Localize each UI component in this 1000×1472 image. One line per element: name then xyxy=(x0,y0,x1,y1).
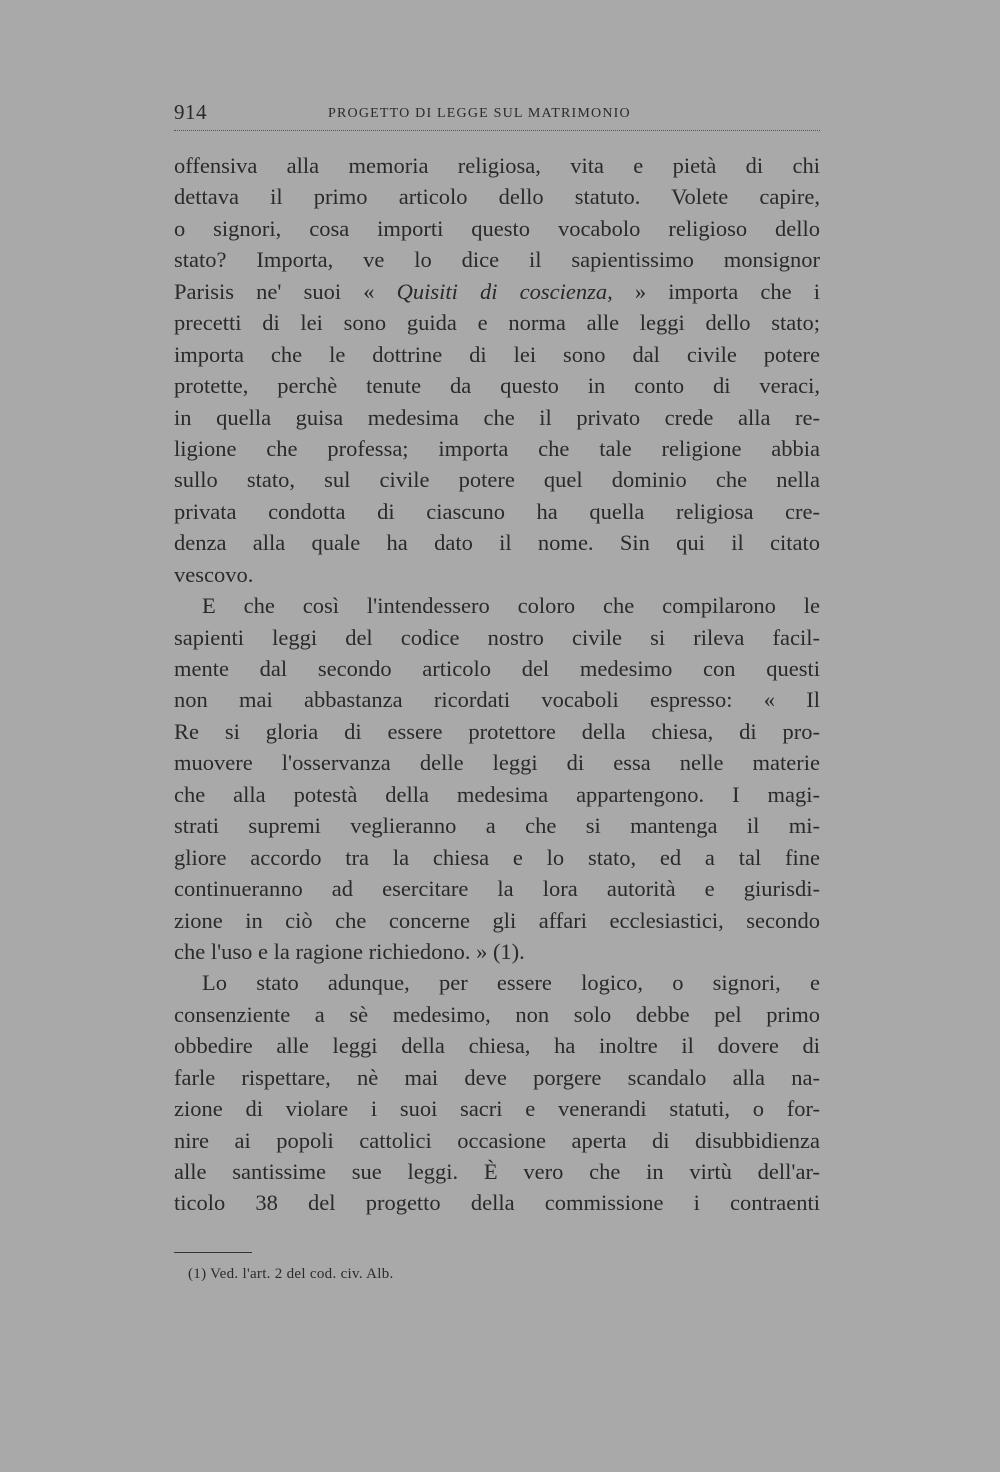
footnote: (1) Ved. l'art. 2 del cod. civ. Alb. xyxy=(188,1266,394,1282)
text-line: E che così l'intendessero coloro che compilarono le xyxy=(202,593,820,619)
text-line: non mai abbastanza ricordati vocaboli espresso: « Il xyxy=(174,687,820,713)
text-line: sapienti leggi del codice nostro civile si rileva facil- xyxy=(174,624,820,650)
text-line: precetti di lei sono guida e norma alle leggi dello stato; xyxy=(174,310,820,336)
text-segment: » importa che i xyxy=(612,278,820,304)
text-line: protette, perchè tenute da questo in conto di veraci, xyxy=(174,373,820,399)
text-line: che l'uso e la ragione richiedono. » (1). xyxy=(174,938,525,964)
text-segment: Parisis ne' suoi « xyxy=(174,278,397,304)
text-line: consenziente a sè medesimo, non solo debbe pel primo xyxy=(174,1001,820,1027)
text-line: mente dal secondo articolo del medesimo con questi xyxy=(174,656,820,681)
header-rule xyxy=(174,130,820,131)
text-line-with-italic xyxy=(174,276,820,307)
page-header xyxy=(174,100,820,140)
text-line: che alla potestà della medesima appartengono. I magi- xyxy=(174,781,820,807)
footnote-rule xyxy=(174,1252,252,1253)
italic-title: Quisiti di coscienza, xyxy=(396,278,613,304)
text-line: denza alla quale ha dato il nome. Sin qui il citato xyxy=(174,530,820,556)
text-line: privata condotta di ciascuno ha quella religiosa cre- xyxy=(174,498,820,524)
text-line: ligione che professa; importa che tale religione abbia xyxy=(174,435,820,461)
text-line: ticolo 38 del progetto della commissione i contraenti xyxy=(174,1190,820,1216)
text-line: nire ai popoli cattolici occasione aperta di disubbidienza xyxy=(174,1127,820,1153)
text-line: zione in ciò che concerne gli affari ecclesiastici, secondo xyxy=(174,907,820,933)
text-line: gliore accordo tra la chiesa e lo stato, ed a tal fine xyxy=(174,844,820,870)
text-line: obbedire alle leggi della chiesa, ha inoltre il dovere di xyxy=(174,1033,820,1059)
text-line: sullo stato, sul civile potere quel dominio che nella xyxy=(174,467,820,493)
text-line: zione di violare i suoi sacri e venerandi statuti, o for- xyxy=(174,1096,820,1122)
text-line: o signori, cosa importi questo vocabolo religioso dello xyxy=(174,215,820,241)
text-line: dettava il primo articolo dello statuto. Volete capire, xyxy=(174,184,820,210)
text-line: Lo stato adunque, per essere logico, o signori, e xyxy=(202,970,820,996)
text-line: strati supremi veglieranno a che si mantenga il mi- xyxy=(174,813,820,839)
body-text xyxy=(174,150,820,1219)
running-head: PROGETTO DI LEGGE SUL MATRIMONIO xyxy=(328,106,631,121)
text-line: vescovo. xyxy=(174,561,254,587)
text-line: Re si gloria di essere protettore della chiesa, di pro- xyxy=(174,718,820,744)
text-line: in quella guisa medesima che il privato crede alla re- xyxy=(174,404,820,430)
text-line: alle santissime sue leggi. È vero che in virtù dell'ar- xyxy=(174,1159,820,1184)
text-line: continueranno ad esercitare la lora autorità e giurisdi- xyxy=(174,876,820,902)
text-line: muovere l'osservanza delle leggi di essa nelle materie xyxy=(174,750,820,776)
text-line: stato? Importa, ve lo dice il sapientissimo monsignor xyxy=(174,247,820,273)
text-line: offensiva alla memoria religiosa, vita e pietà di chi xyxy=(174,153,820,178)
text-line: importa che le dottrine di lei sono dal civile potere xyxy=(174,341,820,367)
text-line: farle rispettare, nè mai deve porgere scandalo alla na- xyxy=(174,1064,820,1090)
page-number: 914 xyxy=(174,100,207,124)
